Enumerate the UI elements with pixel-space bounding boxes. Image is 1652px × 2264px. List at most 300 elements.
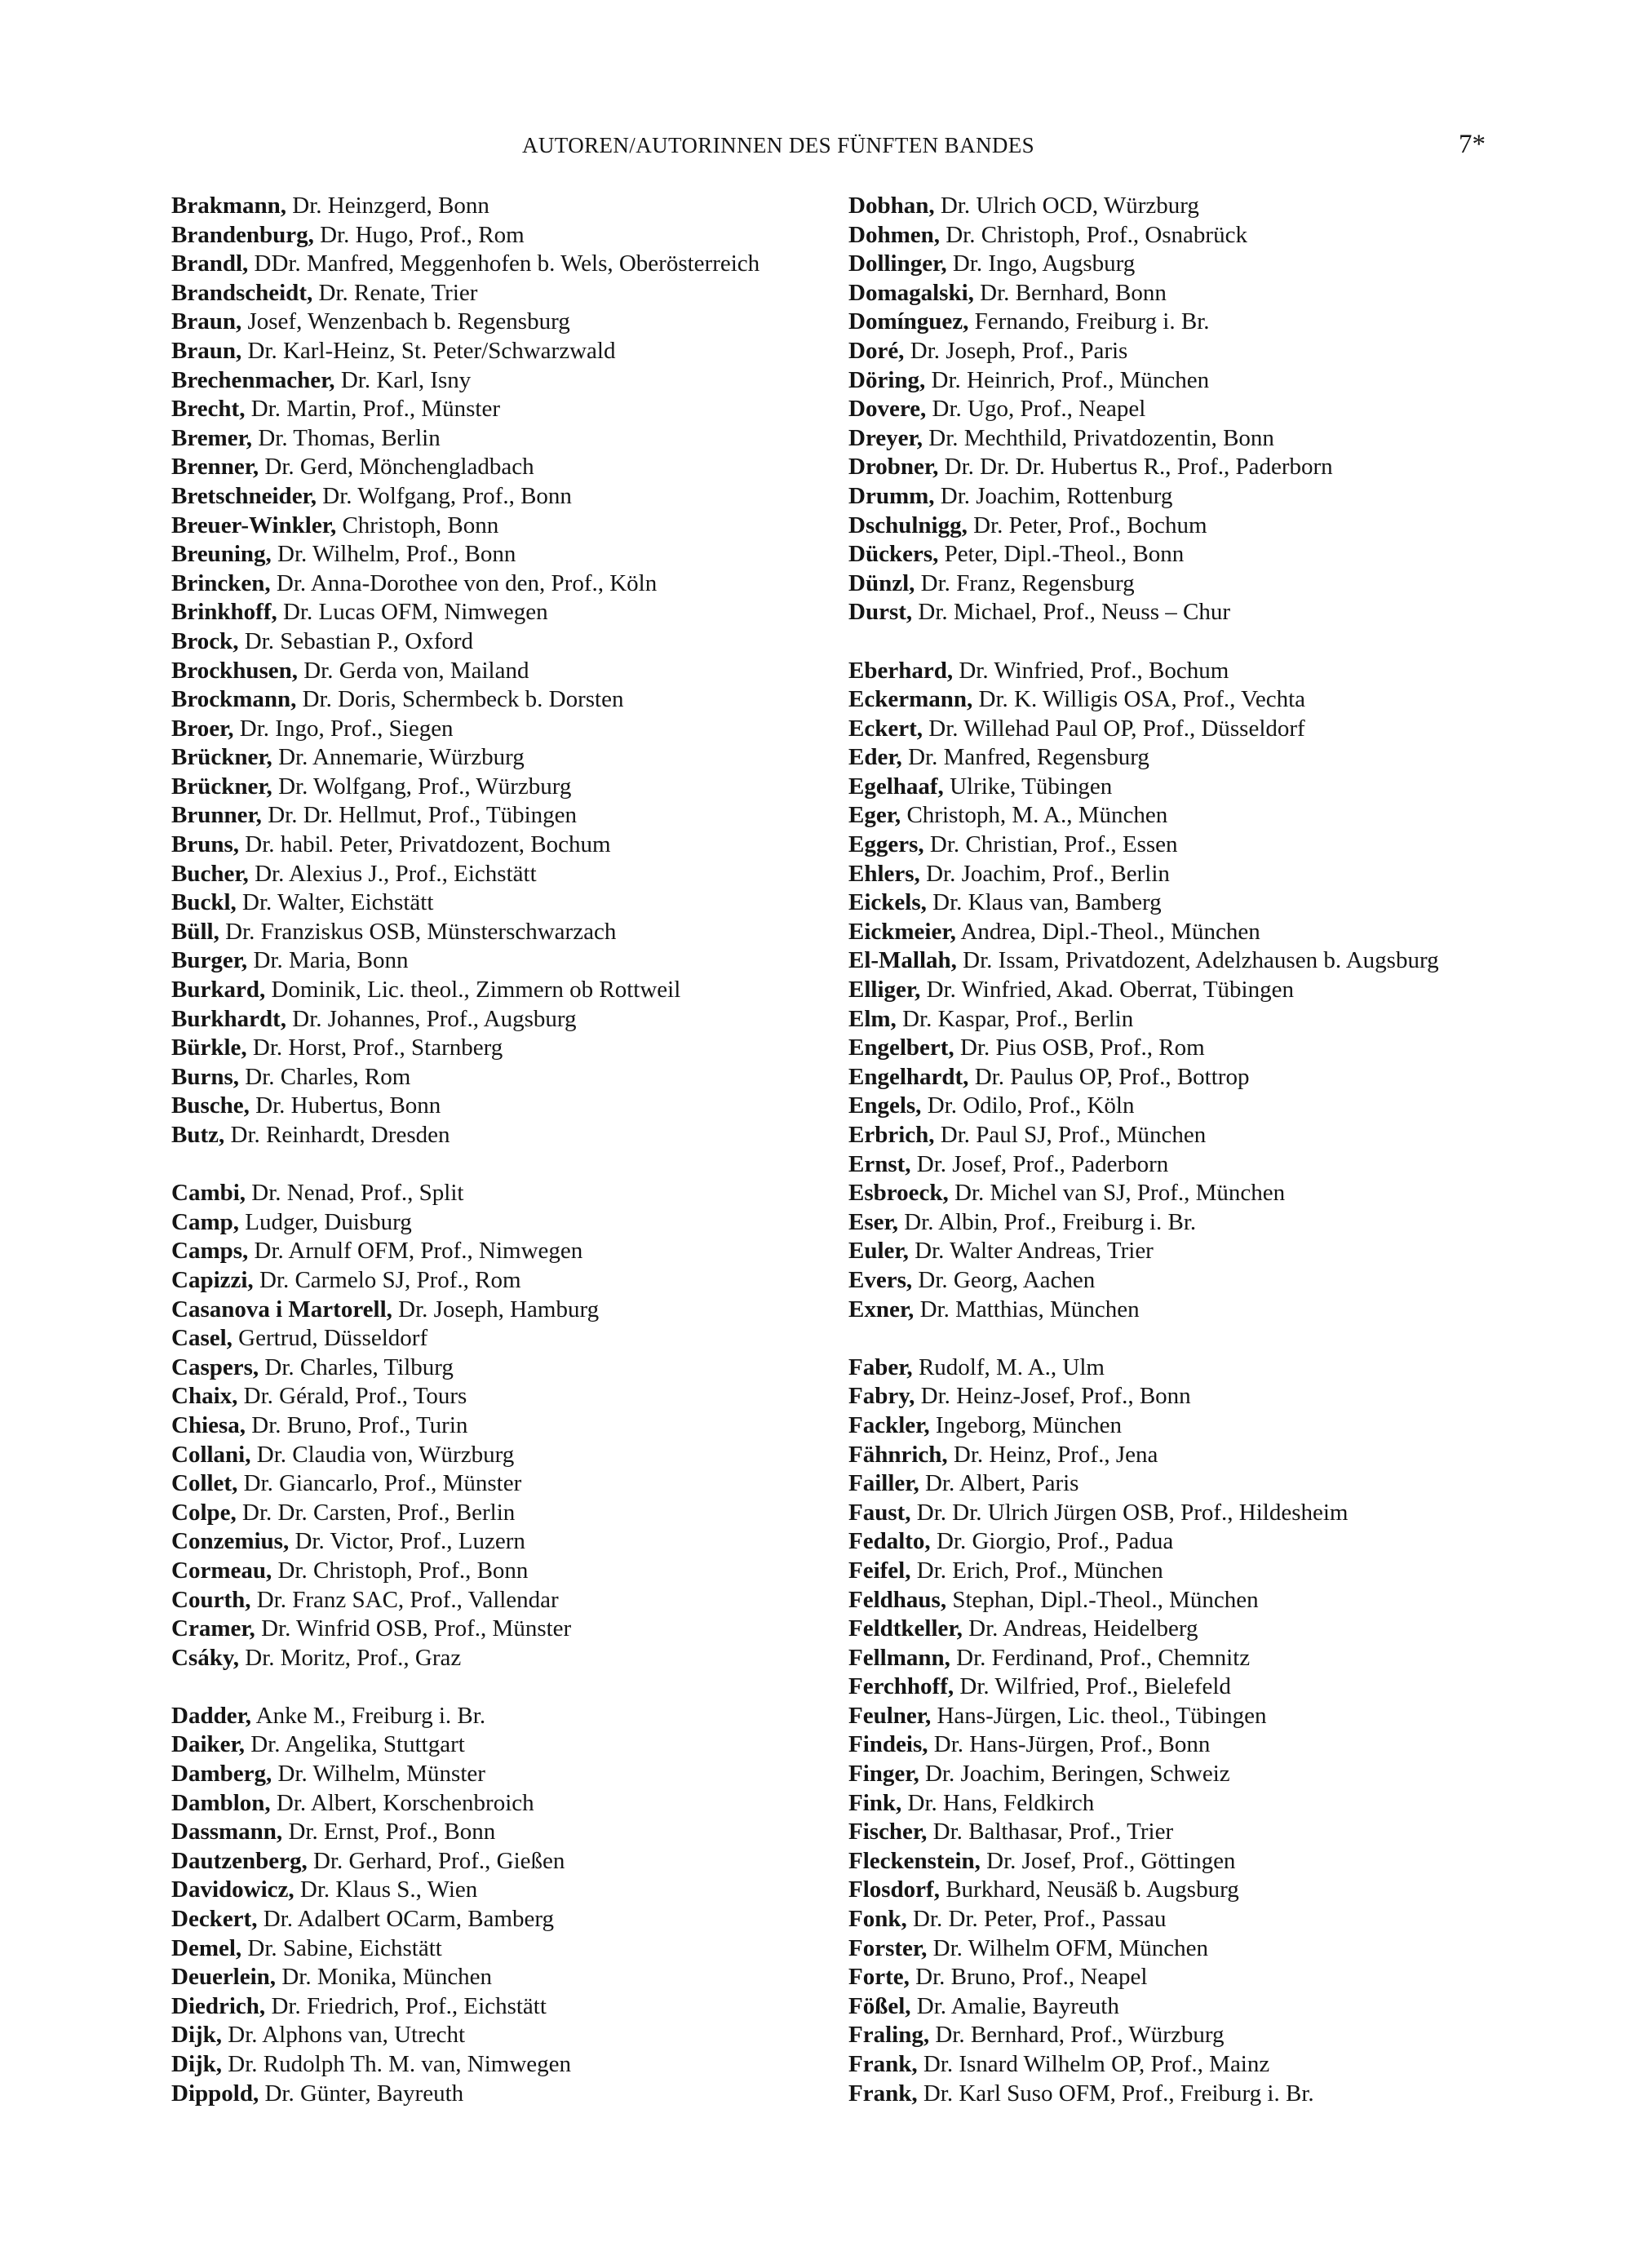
author-surname: Damberg,	[171, 1761, 272, 1788]
author-details: Dr. Dr. Hellmut, Prof., Tübingen	[261, 802, 578, 829]
author-details: Dr. Paulus OP, Prof., Bottrop	[968, 1063, 1250, 1090]
author-surname: Caspers,	[171, 1354, 259, 1380]
author-details: Dr. Wilhelm, Münster	[272, 1761, 485, 1788]
author-details: Dr. Erich, Prof., München	[910, 1557, 1163, 1584]
author-details: Ludger, Duisburg	[238, 1208, 412, 1235]
author-entry	[171, 424, 857, 454]
author-details: Dr. Dr. Ulrich Jürgen OSB, Prof., Hildesheim	[910, 1499, 1349, 1526]
author-entry	[171, 1992, 857, 2022]
author-surname: Bürkle,	[171, 1035, 247, 1061]
author-surname: Diedrich,	[171, 1992, 266, 2019]
author-entry	[848, 976, 1534, 1005]
author-details: Dr. Ugo, Prof., Neapel	[926, 396, 1146, 423]
author-entry	[171, 2050, 857, 2080]
author-details: Rudolf, M. A., Ulm	[912, 1354, 1105, 1380]
author-entry	[171, 482, 857, 512]
author-surname: Burns,	[171, 1063, 240, 1090]
author-entry	[848, 395, 1534, 424]
author-details: Dr. Heinrich, Prof., München	[925, 366, 1210, 393]
author-details: Dr. Isnard Wilhelm OP, Prof., Mainz	[917, 2051, 1270, 2077]
author-surname: Failler,	[848, 1470, 919, 1497]
author-details: Dr. Wilhelm, Prof., Bonn	[271, 541, 516, 568]
author-entry	[171, 715, 857, 744]
author-surname: Durst,	[848, 599, 913, 626]
author-details: Dr. Charles, Tilburg	[259, 1354, 454, 1380]
author-surname: Fonk,	[848, 1906, 907, 1933]
author-entry	[848, 337, 1534, 366]
author-surname: Casel,	[171, 1325, 233, 1352]
author-details: Christoph, Bonn	[336, 512, 499, 538]
author-entry	[848, 1499, 1534, 1528]
author-surname: Burkhardt,	[171, 1005, 287, 1032]
author-entry	[848, 308, 1534, 337]
author-surname: Csáky,	[171, 1644, 240, 1671]
author-details: Dr. Ferdinand, Prof., Chemnitz	[950, 1644, 1251, 1671]
author-entry	[171, 743, 857, 773]
author-entry	[848, 1586, 1534, 1615]
author-details: Dr. Christian, Prof., Essen	[923, 831, 1178, 858]
author-entry	[171, 685, 857, 715]
author-surname: Dollinger,	[848, 250, 947, 277]
author-entry	[171, 1296, 857, 1325]
author-details: Dominik, Lic. theol., Zimmern ob Rottweil	[265, 977, 681, 1004]
author-details: Dr. Reinhardt, Dresden	[224, 1122, 450, 1148]
author-entry	[171, 1557, 857, 1586]
author-surname: Cambi,	[171, 1180, 246, 1207]
author-details: Dr. Mechthild, Privatdozentin, Bonn	[923, 424, 1274, 451]
author-entry	[848, 569, 1534, 599]
author-surname: Evers,	[848, 1266, 913, 1293]
author-surname: Buckl,	[171, 889, 237, 916]
author-details: Dr. Giorgio, Prof., Padua	[930, 1528, 1174, 1555]
author-entry	[171, 1615, 857, 1644]
author-surname: Collani,	[171, 1441, 251, 1468]
author-details: Dr. Gérald, Prof., Tours	[237, 1383, 467, 1410]
author-details: Dr. Amalie, Bayreuth	[910, 1992, 1119, 2019]
author-entry	[848, 1992, 1534, 2022]
author-entry	[171, 569, 857, 599]
author-details: Dr. Manfred, Regensburg	[901, 744, 1149, 771]
author-details: Dr. Arnulf OFM, Prof., Nimwegen	[248, 1238, 583, 1265]
author-surname: Dassmann,	[171, 1819, 283, 1845]
author-details: Dr. Bruno, Prof., Turin	[246, 1411, 468, 1438]
author-surname: Broer,	[171, 715, 234, 742]
page-header	[0, 130, 1652, 166]
author-surname: Breuer-Winkler,	[171, 512, 337, 538]
author-details: Dr. Balthasar, Prof., Trier	[927, 1819, 1174, 1845]
author-entry	[848, 482, 1534, 512]
author-details: Dr. Sabine, Eichstätt	[241, 1934, 442, 1961]
author-details: Peter, Dipl.-Theol., Bonn	[938, 541, 1185, 568]
author-surname: Cormeau,	[171, 1557, 272, 1584]
author-details: Dr. Wilfried, Prof., Bielefeld	[954, 1673, 1231, 1700]
author-surname: Bremer,	[171, 424, 253, 451]
author-details: Dr. Martin, Prof., Münster	[245, 396, 501, 423]
author-surname: Drobner,	[848, 454, 939, 481]
author-details: Dr. Dr. Peter, Prof., Passau	[906, 1906, 1167, 1933]
author-surname: Capizzi,	[171, 1266, 254, 1293]
author-entry	[848, 860, 1534, 889]
author-entry	[171, 888, 857, 918]
author-entry	[848, 2021, 1534, 2050]
author-surname: Ferchhoff,	[848, 1673, 954, 1700]
author-entry	[848, 1266, 1534, 1296]
running-title: AUTOREN/AUTORINNEN DES FÜNFTEN BANDES	[522, 133, 1035, 157]
author-surname: Camps,	[171, 1238, 249, 1265]
author-entry	[171, 831, 857, 860]
author-entry	[171, 1063, 857, 1092]
author-entry	[171, 366, 857, 396]
author-entry	[171, 657, 857, 686]
author-details: Josef, Wenzenbach b. Regensburg	[241, 308, 570, 335]
author-surname: Fellmann,	[848, 1644, 950, 1671]
author-surname: Busche,	[171, 1092, 250, 1119]
author-entry	[171, 192, 857, 221]
author-details: Stephan, Dipl.-Theol., München	[946, 1586, 1259, 1613]
author-details: Dr. Josef, Prof., Paderborn	[910, 1150, 1169, 1177]
author-details: Dr. Albert, Paris	[919, 1470, 1079, 1497]
author-surname: Ernst,	[848, 1150, 911, 1177]
author-surname: Esbroeck,	[848, 1180, 949, 1207]
author-entry	[171, 1644, 857, 1673]
author-details: Dr. Franz, Regensburg	[915, 569, 1135, 596]
author-entry	[848, 1847, 1534, 1876]
author-details: Dr. Franziskus OSB, Münsterschwarzach	[219, 918, 617, 945]
author-entry	[171, 598, 857, 627]
author-entry	[171, 1034, 857, 1063]
author-entry	[171, 540, 857, 569]
author-entry	[171, 308, 857, 337]
author-surname: Eickmeier,	[848, 918, 956, 945]
author-surname: Camp,	[171, 1208, 239, 1235]
author-surname: Domagalski,	[848, 279, 974, 306]
author-entry	[848, 831, 1534, 860]
author-entry	[848, 918, 1534, 947]
author-details: Dr. Bernhard, Bonn	[973, 279, 1167, 306]
author-surname: Dreyer,	[848, 424, 923, 451]
author-entry	[171, 1527, 857, 1557]
author-entry	[848, 1469, 1534, 1499]
author-surname: Eger,	[848, 802, 901, 829]
author-surname: Deuerlein,	[171, 1964, 277, 1991]
author-entry	[848, 2080, 1534, 2109]
author-entry	[171, 1847, 857, 1876]
author-details: Dr. Joachim, Prof., Berlin	[919, 860, 1170, 887]
author-surname: Brakmann,	[171, 193, 287, 219]
author-surname: Engelbert,	[848, 1035, 954, 1061]
author-details: DDr. Manfred, Meggenhofen b. Wels, Oberösterreich	[248, 250, 760, 277]
author-surname: Brunner,	[171, 802, 262, 829]
author-surname: Brandscheidt,	[171, 279, 313, 306]
author-surname: Eckermann,	[848, 686, 973, 713]
author-details: Hans-Jürgen, Lic. theol., Tübingen	[931, 1702, 1267, 1729]
right-column	[848, 192, 1534, 2138]
author-details: Dr. Winfried, Prof., Bochum	[953, 657, 1229, 684]
author-entry	[848, 2050, 1534, 2080]
author-entry	[848, 1527, 1534, 1557]
author-surname: Brincken,	[171, 569, 271, 596]
author-surname: Feifel,	[848, 1557, 911, 1584]
author-surname: Flosdorf,	[848, 1876, 940, 1903]
letter-group	[171, 1702, 857, 2108]
author-details: Dr. Dr. Dr. Hubertus R., Prof., Paderborn	[938, 454, 1333, 481]
author-details: Dr. Johannes, Prof., Augsburg	[286, 1005, 577, 1032]
author-surname: Domínguez,	[848, 308, 969, 335]
author-surname: Conzemius,	[171, 1528, 290, 1555]
author-details: Ingeborg, München	[929, 1411, 1123, 1438]
author-details: Dr. Andreas, Heidelberg	[962, 1615, 1198, 1642]
author-entry	[171, 976, 857, 1005]
author-surname: Damblon,	[171, 1789, 271, 1816]
author-surname: Frank,	[848, 2080, 918, 2107]
author-entry	[171, 1121, 857, 1150]
author-details: Dr. Heinz, Prof., Jena	[947, 1441, 1158, 1468]
author-surname: Drumm,	[848, 482, 935, 509]
author-details: Dr. Wilhelm OFM, München	[927, 1934, 1209, 1961]
author-entry	[171, 773, 857, 802]
author-surname: Frank,	[848, 2051, 918, 2077]
author-details: Dr. Willehad Paul OP, Prof., Düsseldorf	[923, 715, 1305, 742]
author-details: Dr. Friedrich, Prof., Eichstätt	[265, 1992, 547, 2019]
author-entry	[848, 1296, 1534, 1325]
author-surname: Chiesa,	[171, 1411, 246, 1438]
author-surname: Fähnrich,	[848, 1441, 948, 1468]
author-entry	[848, 888, 1534, 918]
author-surname: Findeis,	[848, 1731, 928, 1758]
author-details: Anke M., Freiburg i. Br.	[251, 1702, 486, 1729]
author-details: Dr. Thomas, Berlin	[252, 424, 441, 451]
author-details: Dr. Alexius J., Prof., Eichstätt	[248, 860, 537, 887]
author-surname: Cramer,	[171, 1615, 255, 1642]
author-entry	[171, 512, 857, 541]
author-entry	[171, 1934, 857, 1964]
author-details: Dr. Karl-Heinz, St. Peter/Schwarzwald	[241, 337, 616, 364]
author-surname: Forster,	[848, 1934, 928, 1961]
author-surname: Fabry,	[848, 1383, 915, 1410]
author-details: Dr. K. Willigis OSA, Prof., Vechta	[972, 686, 1306, 713]
author-details: Dr. Annemarie, Würzburg	[272, 744, 525, 771]
author-entry	[171, 337, 857, 366]
author-surname: Courth,	[171, 1586, 251, 1613]
author-entry	[171, 395, 857, 424]
author-entry	[171, 1354, 857, 1383]
author-surname: Brandl,	[171, 250, 249, 277]
author-surname: Butz,	[171, 1122, 225, 1148]
author-details: Dr. Heinz-Josef, Prof., Bonn	[915, 1383, 1191, 1410]
author-surname: Brockhusen,	[171, 657, 298, 684]
author-entry	[848, 366, 1534, 396]
author-details: Dr. Charles, Rom	[239, 1063, 411, 1090]
author-surname: Feldhaus,	[848, 1586, 947, 1613]
letter-group	[171, 192, 857, 1150]
author-entry	[848, 801, 1534, 831]
author-details: Dr. Sebastian P., Oxford	[238, 627, 474, 654]
author-details: Dr. Günter, Bayreuth	[259, 2080, 464, 2107]
author-surname: Dippold,	[171, 2080, 259, 2107]
author-surname: Brechenmacher,	[171, 366, 335, 393]
author-details: Christoph, M. A., München	[901, 802, 1168, 829]
author-surname: Burkard,	[171, 977, 266, 1004]
author-entry	[171, 1876, 857, 1905]
author-surname: Dijk,	[171, 2022, 223, 2049]
author-details: Dr. Maria, Bonn	[247, 947, 409, 974]
letter-group	[171, 1179, 857, 1673]
author-entry	[171, 1411, 857, 1441]
author-entry	[848, 1441, 1534, 1470]
author-surname: Dückers,	[848, 541, 939, 568]
author-entry	[171, 1469, 857, 1499]
author-details: Dr. Issam, Privatdozent, Adelzhausen b. Augsburg	[956, 947, 1439, 974]
author-details: Dr. Heinzgerd, Bonn	[286, 193, 489, 219]
author-surname: Dohmen,	[848, 221, 940, 248]
author-entry	[848, 1876, 1534, 1905]
author-surname: Eberhard,	[848, 657, 954, 684]
author-entry	[848, 221, 1534, 250]
author-entry	[848, 1963, 1534, 1992]
author-entry	[848, 1208, 1534, 1238]
author-details: Dr. Klaus S., Wien	[294, 1876, 478, 1903]
letter-group	[848, 1354, 1534, 2108]
author-entry	[848, 1382, 1534, 1411]
author-entry	[848, 424, 1534, 454]
author-entry	[171, 1586, 857, 1615]
author-details: Dr. Renate, Trier	[312, 279, 478, 306]
author-surname: Breuning,	[171, 541, 272, 568]
author-details: Dr. Gerd, Mönchengladbach	[259, 454, 534, 481]
author-entry	[171, 1760, 857, 1789]
author-details: Dr. Claudia von, Würzburg	[250, 1441, 515, 1468]
author-details: Dr. Michel van SJ, Prof., München	[948, 1180, 1286, 1207]
author-surname: Bucher,	[171, 860, 249, 887]
author-details: Dr. Joachim, Beringen, Schweiz	[919, 1761, 1230, 1788]
author-surname: Fackler,	[848, 1411, 930, 1438]
author-surname: Fößel,	[848, 1992, 911, 2019]
author-entry	[848, 1063, 1534, 1092]
author-surname: Erbrich,	[848, 1122, 935, 1148]
author-surname: Burger,	[171, 947, 248, 974]
author-details: Dr. Ulrich OCD, Würzburg	[934, 193, 1199, 219]
author-surname: Faust,	[848, 1499, 911, 1526]
author-entry	[848, 773, 1534, 802]
author-surname: Büll,	[171, 918, 219, 945]
author-surname: Fedalto,	[848, 1528, 931, 1555]
author-details: Dr. Karl, Isny	[334, 366, 472, 393]
author-entry	[171, 1702, 857, 1731]
author-details: Dr. Adalbert OCarm, Bamberg	[257, 1906, 554, 1933]
author-details: Burkhard, Neusäß b. Augsburg	[939, 1876, 1239, 1903]
author-surname: Exner,	[848, 1296, 915, 1323]
author-details: Dr. Moritz, Prof., Graz	[239, 1644, 462, 1671]
author-entry	[171, 1789, 857, 1819]
author-surname: Feldtkeller,	[848, 1615, 963, 1642]
author-surname: Brockmann,	[171, 686, 297, 713]
author-details: Dr. Karl Suso OFM, Prof., Freiburg i. Br.	[917, 2080, 1314, 2107]
author-details: Dr. Ernst, Prof., Bonn	[282, 1819, 496, 1845]
author-entry	[848, 1934, 1534, 1964]
author-details: Dr. Bruno, Prof., Neapel	[909, 1964, 1148, 1991]
author-entry	[171, 1208, 857, 1238]
author-entry	[848, 598, 1534, 627]
author-surname: Feulner,	[848, 1702, 932, 1729]
author-entry	[848, 1411, 1534, 1441]
author-entry	[171, 1237, 857, 1266]
author-entry	[848, 453, 1534, 482]
author-details: Dr. Joachim, Rottenburg	[934, 482, 1173, 509]
author-details: Dr. Angelika, Stuttgart	[244, 1731, 465, 1758]
author-surname: Elliger,	[848, 977, 921, 1004]
author-surname: Euler,	[848, 1238, 909, 1265]
author-entry	[171, 860, 857, 889]
author-entry	[171, 627, 857, 657]
author-details: Dr. Bernhard, Prof., Würzburg	[929, 2022, 1225, 2049]
author-surname: Colpe,	[171, 1499, 237, 1526]
author-entry	[171, 1818, 857, 1847]
author-surname: Fischer,	[848, 1819, 928, 1845]
author-entry	[848, 512, 1534, 541]
author-entry	[848, 657, 1534, 686]
author-details: Dr. Christoph, Prof., Osnabrück	[939, 221, 1247, 248]
author-details: Dr. Winfried, Akad. Oberrat, Tübingen	[920, 977, 1294, 1004]
author-surname: Davidowicz,	[171, 1876, 295, 1903]
author-details: Fernando, Freiburg i. Br.	[968, 308, 1210, 335]
author-details: Dr. Victor, Prof., Luzern	[289, 1528, 525, 1555]
author-entry	[848, 1818, 1534, 1847]
author-details: Dr. Horst, Prof., Starnberg	[246, 1035, 503, 1061]
author-surname: Brückner,	[171, 744, 272, 771]
author-entry	[848, 1179, 1534, 1208]
author-entry	[848, 1789, 1534, 1819]
author-surname: Eickels,	[848, 889, 927, 916]
author-surname: Eser,	[848, 1208, 898, 1235]
author-surname: Braun,	[171, 308, 242, 335]
author-entry	[848, 1673, 1534, 1702]
author-entry	[848, 1702, 1534, 1731]
author-surname: Engels,	[848, 1092, 922, 1119]
author-details: Dr. Nenad, Prof., Split	[246, 1180, 464, 1207]
author-entry	[848, 743, 1534, 773]
author-details: Dr. Giancarlo, Prof., Münster	[237, 1470, 522, 1497]
author-details: Dr. Ingo, Prof., Siegen	[233, 715, 454, 742]
letter-group	[848, 192, 1534, 627]
author-surname: Doré,	[848, 337, 905, 364]
author-entry	[848, 279, 1534, 308]
author-entry	[848, 1760, 1534, 1789]
author-surname: Casanova i Martorell,	[171, 1296, 392, 1323]
author-surname: Dschulnigg,	[848, 512, 968, 538]
author-details: Dr. Michael, Prof., Neuss – Chur	[912, 599, 1230, 626]
author-surname: Deckert,	[171, 1906, 258, 1933]
author-surname: Collet,	[171, 1470, 238, 1497]
author-surname: El-Mallah,	[848, 947, 957, 974]
author-entry	[171, 1324, 857, 1354]
author-surname: Dobhan,	[848, 193, 935, 219]
author-details: Dr. Alphons van, Utrecht	[222, 2022, 466, 2049]
author-entry	[171, 221, 857, 250]
author-entry	[848, 1005, 1534, 1035]
author-surname: Dünzl,	[848, 569, 915, 596]
author-details: Gertrud, Düsseldorf	[232, 1325, 428, 1352]
author-surname: Finger,	[848, 1761, 919, 1788]
author-details: Dr. habil. Peter, Privatdozent, Bochum	[239, 831, 611, 858]
author-entry	[171, 1963, 857, 1992]
author-details: Dr. Wolfgang, Prof., Bonn	[317, 482, 572, 509]
author-entry	[848, 192, 1534, 221]
author-entry	[848, 1354, 1534, 1383]
author-details: Dr. Hans, Feldkirch	[901, 1789, 1095, 1816]
author-surname: Dautzenberg,	[171, 1847, 308, 1874]
author-details: Dr. Lucas OFM, Nimwegen	[277, 599, 548, 626]
author-entry	[171, 279, 857, 308]
